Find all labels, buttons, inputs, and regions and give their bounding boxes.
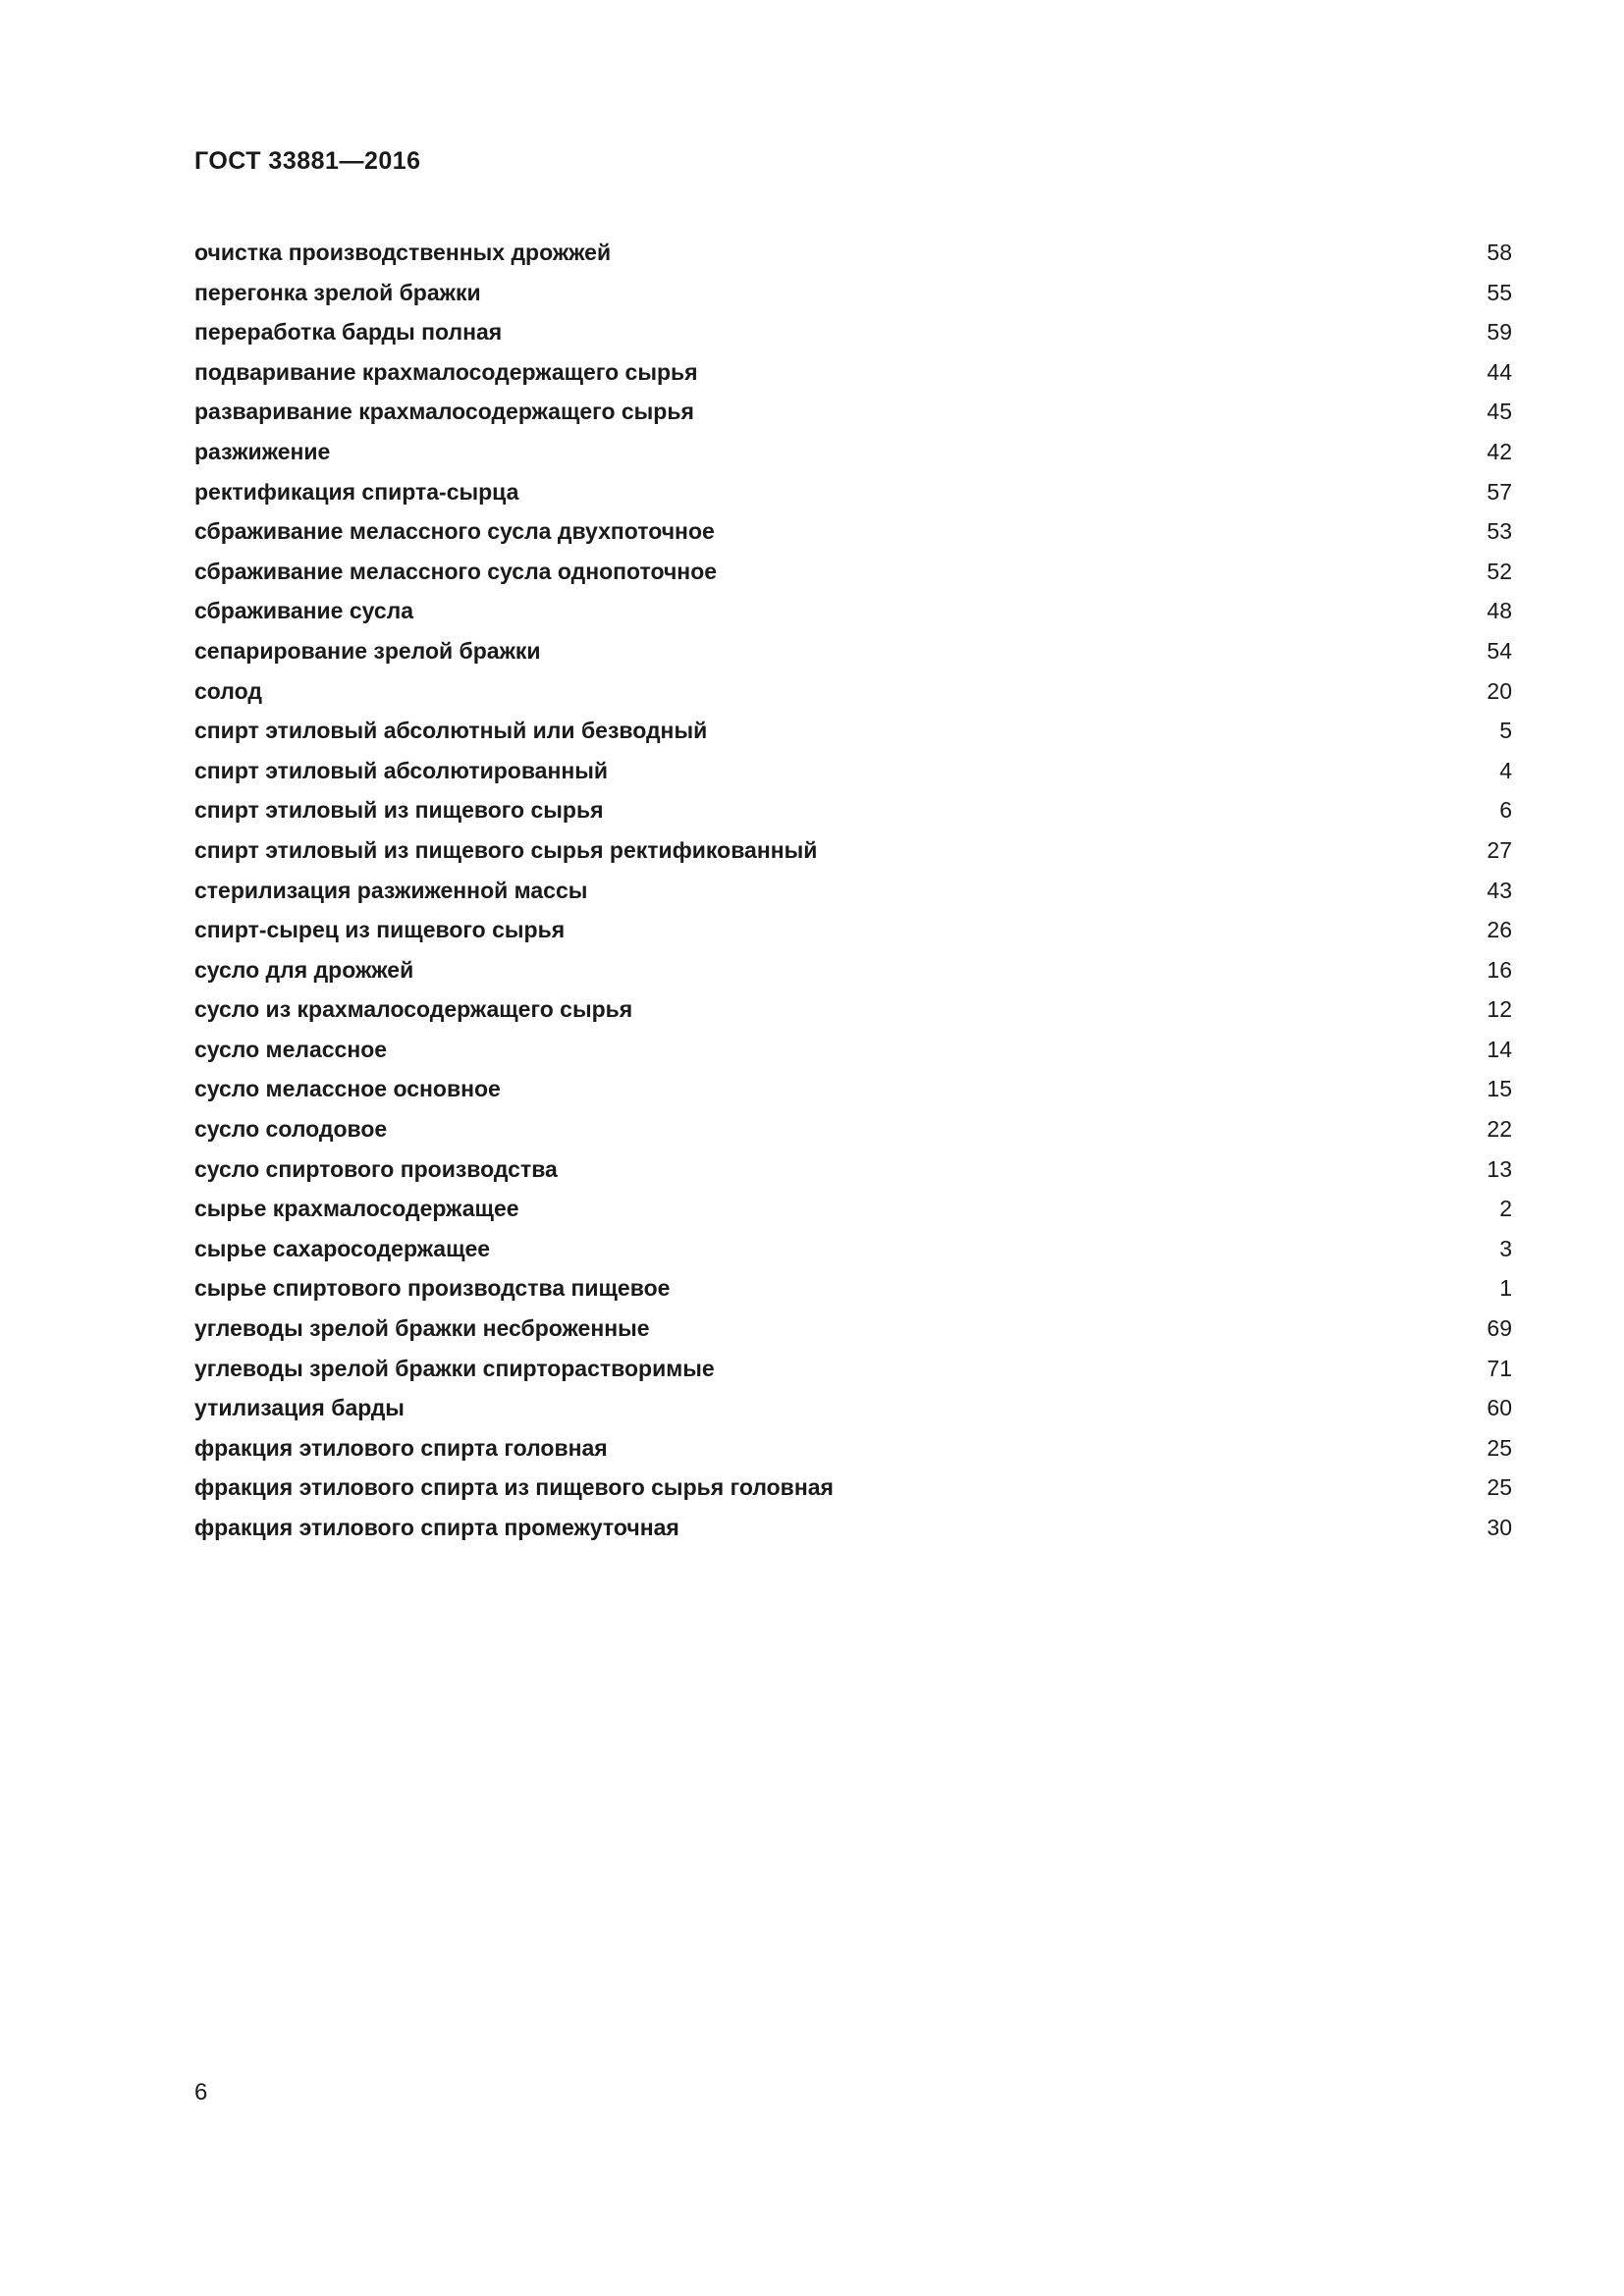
index-entry	[194, 790, 1512, 830]
index-term-number: 43	[1487, 877, 1512, 903]
index-term-number: 60	[1487, 1395, 1512, 1421]
index-term: сбраживание сусла	[194, 598, 414, 624]
index-term: подваривание крахмалосодержащего сырья	[194, 358, 698, 385]
index-term: сырье сахаросодержащее	[194, 1235, 491, 1261]
index-term: солод	[194, 677, 262, 704]
index-term-number: 53	[1487, 518, 1512, 545]
index-entry	[194, 511, 1512, 552]
index-entry	[194, 1109, 1512, 1149]
index-term-number: 6	[1499, 797, 1512, 824]
index-entry	[194, 233, 1512, 273]
index-term-number: 42	[1487, 438, 1512, 464]
index-entry	[194, 1030, 1512, 1070]
index-entry	[194, 1308, 1512, 1349]
index-term: спирт-сырец из пищевого сырья	[194, 917, 566, 943]
index-entry	[194, 392, 1512, 432]
index-entry	[194, 910, 1512, 950]
index-entry	[194, 591, 1512, 631]
index-entry	[194, 1069, 1512, 1109]
index-term-number: 30	[1487, 1515, 1512, 1540]
index-term: сбраживание мелассного сусла однопоточное	[194, 558, 718, 584]
index-term: утилизация барды	[194, 1395, 405, 1421]
index-term: спирт этиловый из пищевого сырья ректификованный	[194, 836, 818, 863]
index-term-number: 69	[1487, 1315, 1512, 1342]
index-term: углеводы зрелой бражки несброженные	[194, 1315, 650, 1342]
index-term: сусло из крахмалосодержащего сырья	[194, 996, 633, 1023]
index-entry	[194, 1189, 1512, 1229]
index-term: сырье крахмалосодержащее	[194, 1196, 519, 1222]
index-entry	[194, 1268, 1512, 1308]
index-entry	[194, 950, 1512, 990]
index-term: фракция этилового спирта головная	[194, 1434, 608, 1461]
index-term-number: 26	[1487, 917, 1512, 943]
index-term: стерилизация разжиженной массы	[194, 877, 588, 903]
index-term: фракция этилового спирта из пищевого сырья головная	[194, 1474, 834, 1501]
document-header: ГОСТ 33881—2016	[194, 147, 421, 175]
index-term: сусло мелассное	[194, 1036, 388, 1062]
index-entry	[194, 312, 1512, 352]
index-term-number: 22	[1487, 1116, 1512, 1143]
index-term-number: 52	[1487, 558, 1512, 584]
index-term-number: 20	[1487, 677, 1512, 704]
index-term: спирт этиловый абсолютированный	[194, 757, 609, 783]
index-term: разжижение	[194, 438, 331, 464]
index-term-number: 12	[1487, 996, 1512, 1023]
index-term-number: 4	[1499, 757, 1512, 783]
index-term: углеводы зрелой бражки спирторастворимые	[194, 1355, 715, 1381]
index-entry	[194, 631, 1512, 671]
index-entry	[194, 1349, 1512, 1389]
page-number: 6	[194, 2079, 208, 2106]
index-term-number: 48	[1487, 598, 1512, 624]
index-term-number: 44	[1487, 358, 1512, 385]
index-entry	[194, 273, 1512, 313]
index-term-number: 54	[1487, 637, 1512, 664]
index-entry	[194, 871, 1512, 911]
index-entry	[194, 1428, 1512, 1468]
index-term-number: 27	[1487, 836, 1512, 863]
index-entry	[194, 1388, 1512, 1428]
index-entry	[194, 1149, 1512, 1190]
index-term: сусло спиртового производства	[194, 1155, 558, 1182]
index-term-number: 3	[1499, 1235, 1512, 1261]
index-term: сепарирование зрелой бражки	[194, 637, 541, 664]
index-term-number: 14	[1487, 1036, 1512, 1062]
index-entry	[194, 432, 1512, 472]
index-term: сбраживание мелассного сусла двухпоточное	[194, 518, 715, 545]
index-term-number: 1	[1499, 1275, 1512, 1302]
index-term: разваривание крахмалосодержащего сырья	[194, 399, 694, 425]
index-entry	[194, 552, 1512, 592]
index-term-number: 2	[1499, 1196, 1512, 1222]
index-entry	[194, 352, 1512, 393]
index-term-number: 25	[1487, 1474, 1512, 1501]
index-term: очистка производственных дрожжей	[194, 240, 612, 265]
index-term-number: 57	[1487, 478, 1512, 505]
index-term: сусло солодовое	[194, 1116, 388, 1143]
index-term: перегонка зрелой бражки	[194, 279, 481, 305]
index-term-number: 55	[1487, 279, 1512, 305]
index-term: переработка барды полная	[194, 319, 503, 346]
index-entry	[194, 1468, 1512, 1508]
index-entry	[194, 830, 1512, 871]
index-entry	[194, 1229, 1512, 1269]
index-term-number: 16	[1487, 956, 1512, 983]
index-entry	[194, 1508, 1512, 1548]
index-term-number: 71	[1487, 1355, 1512, 1381]
index-entry	[194, 751, 1512, 791]
index-term: спирт этиловый из пищевого сырья	[194, 797, 604, 824]
index-entry	[194, 989, 1512, 1030]
index-entry	[194, 472, 1512, 512]
index-term-number: 59	[1487, 319, 1512, 346]
alphabetical-index	[194, 233, 1512, 1548]
index-term-number: 13	[1487, 1155, 1512, 1182]
index-entry	[194, 671, 1512, 712]
index-term: сусло для дрожжей	[194, 956, 414, 983]
index-term: ректификация спирта-сырца	[194, 478, 519, 505]
index-term: фракция этилового спирта промежуточная	[194, 1515, 679, 1540]
index-term: спирт этиловый абсолютный или безводный	[194, 718, 708, 744]
index-term: сусло мелассное основное	[194, 1076, 501, 1102]
index-term-number: 25	[1487, 1434, 1512, 1461]
index-term-number: 58	[1487, 240, 1512, 265]
index-term: сырье спиртового производства пищевое	[194, 1275, 671, 1302]
index-term-number: 15	[1487, 1076, 1512, 1102]
index-term-number: 45	[1487, 399, 1512, 425]
index-term-number: 5	[1499, 718, 1512, 744]
index-entry	[194, 711, 1512, 751]
